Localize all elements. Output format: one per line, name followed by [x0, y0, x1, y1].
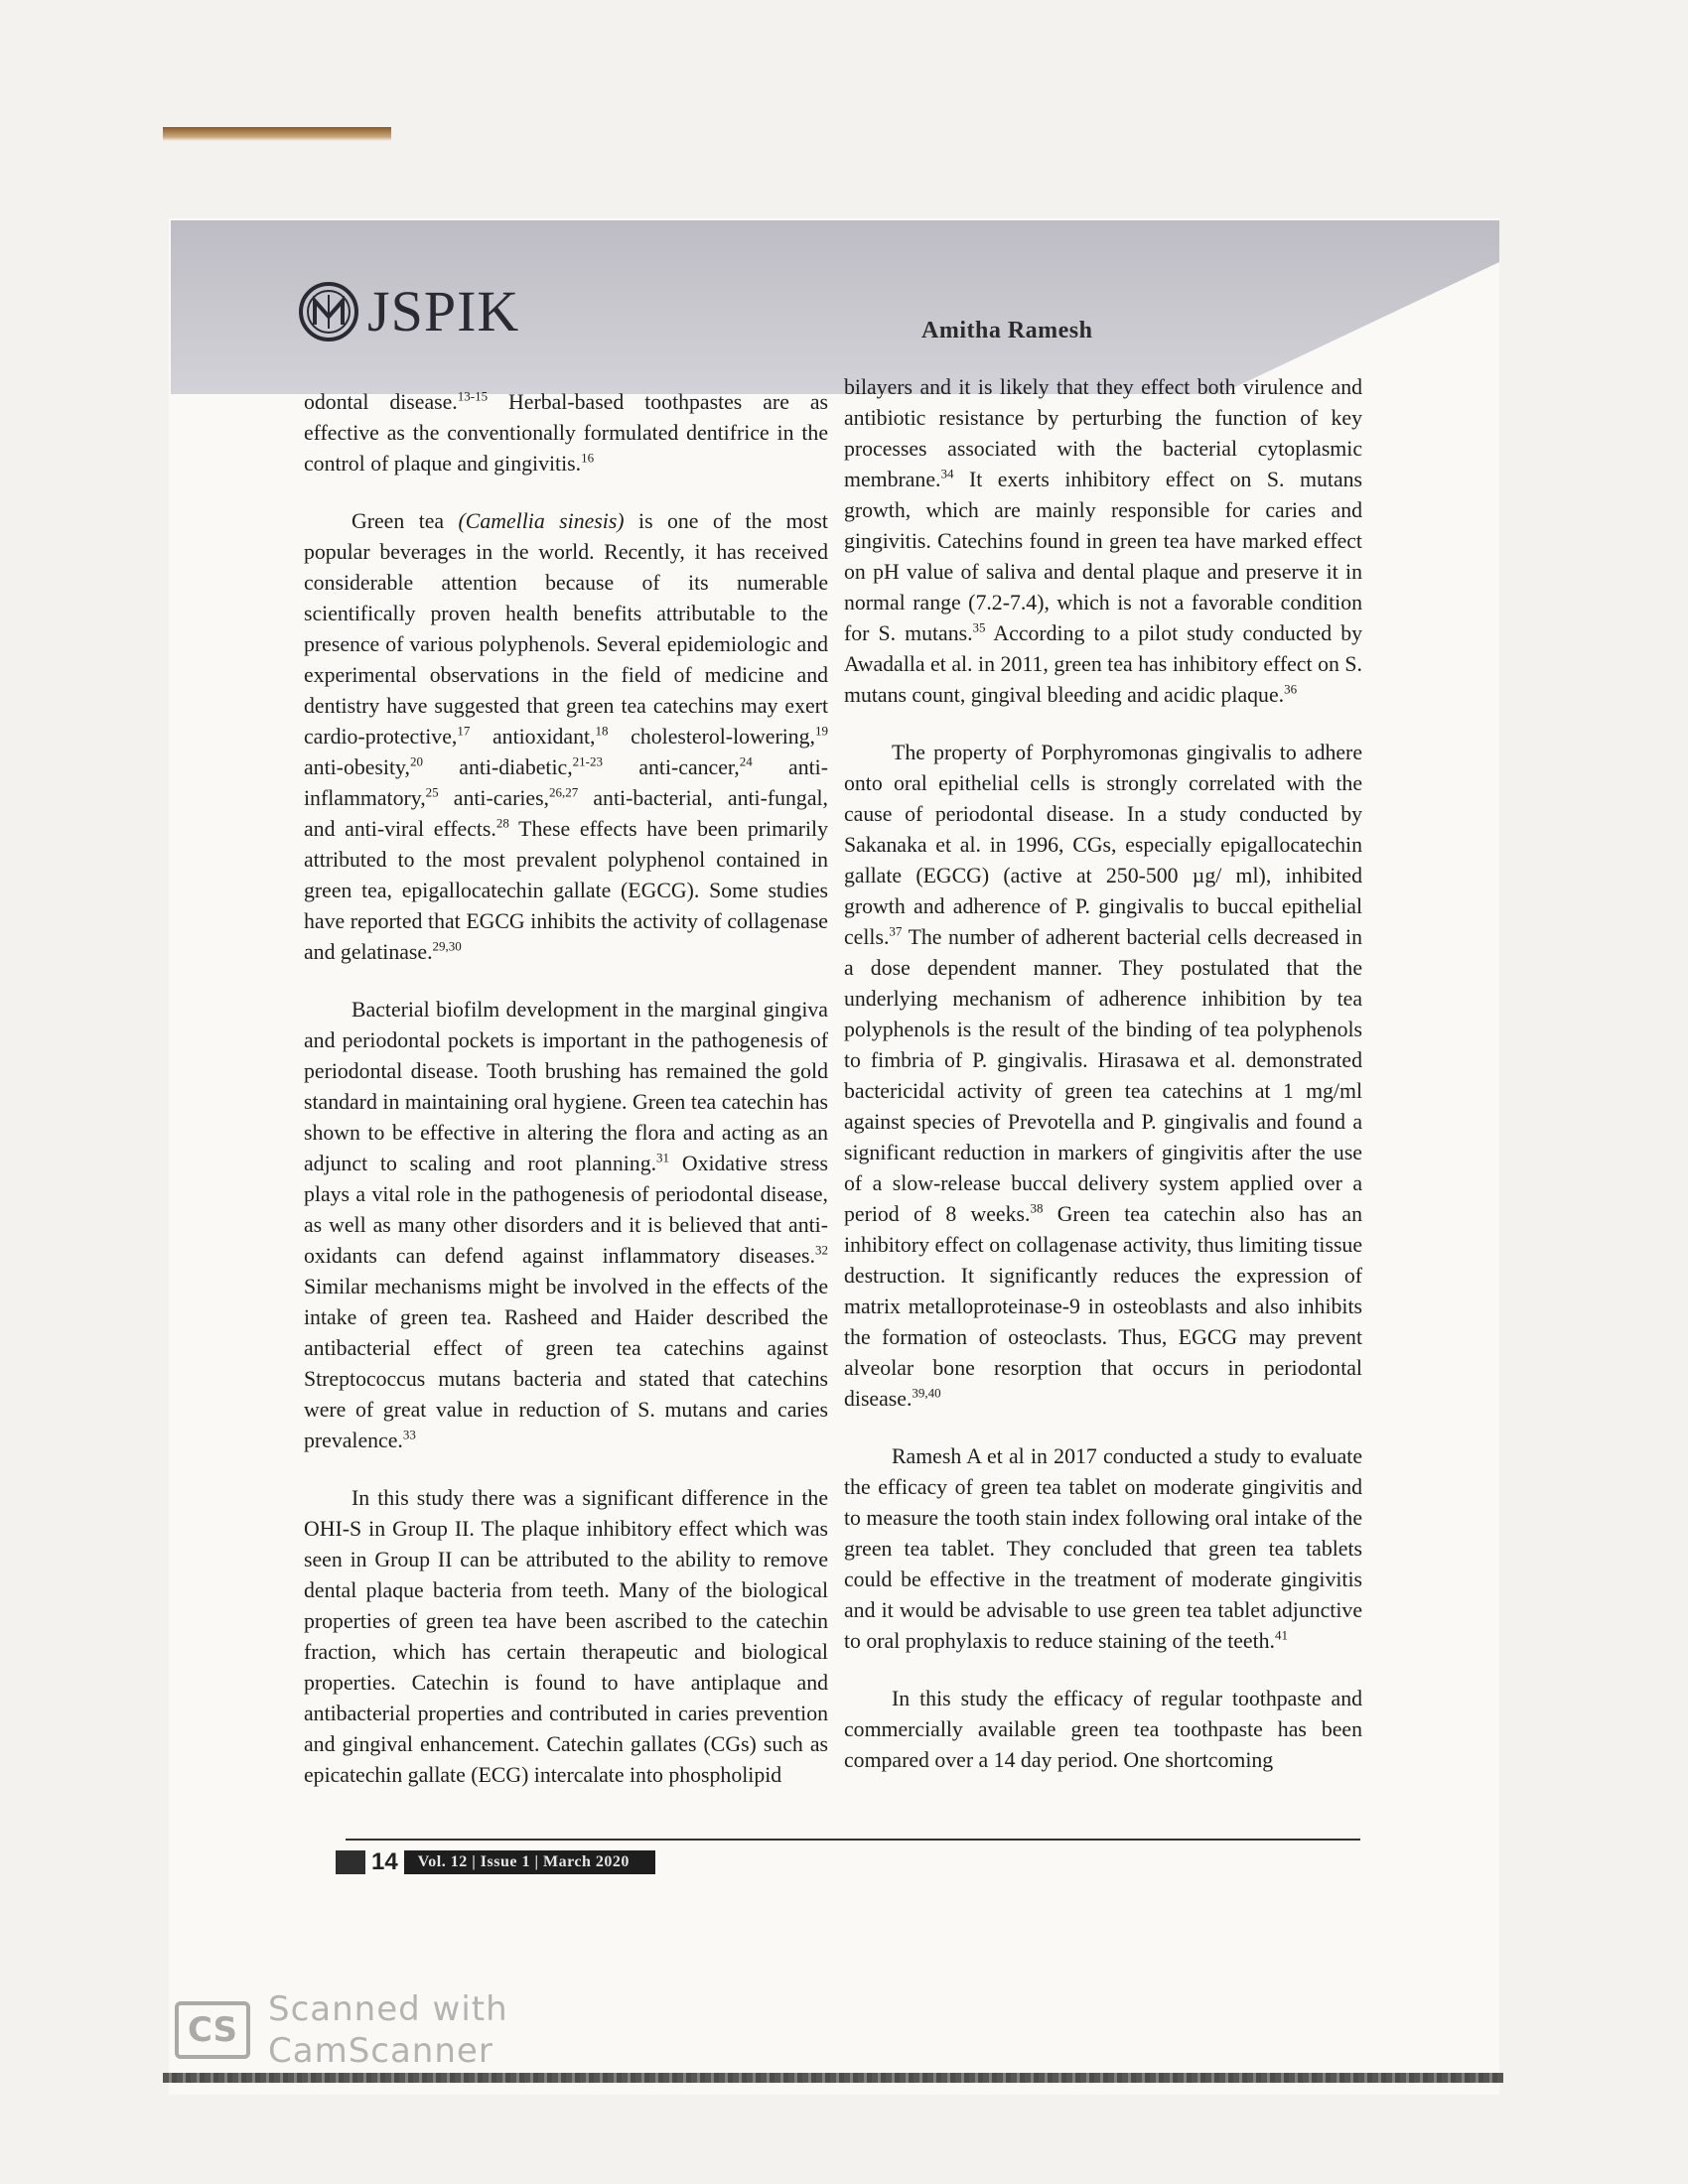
paragraph: bilayers and it is likely that they effect both virulence and antibiotic resistance by perturbing the function of key processes associated with the bacterial cytoplasmic membrane.$^{34}$ It exerts inhibitory effect on S. mutans growth, which are mainly responsible for caries and gingivitis. Catechins found in green tea have marked effect on pH value of saliva and dental plaque and preserve it in normal range (7.2-7.4), which is not a favorable condition for S. mutans.$^{35}$ According to a pilot study conducted by Awadalla et al. in 2011, green tea has inhibitory effect on S. mutans count, gingival bleeding and acidic plaque.$^{36}$ [844, 375, 1362, 707]
camscanner-watermark [175, 1988, 508, 2072]
watermark-line: Scanned with [268, 1989, 508, 2029]
scan-edge-top [163, 127, 391, 141]
footer-rule [346, 1839, 1360, 1841]
left-column [304, 387, 828, 1818]
issue-label: Vol. 12 | Issue 1 | March 2020 [404, 1850, 655, 1874]
paragraph: The property of Porphyromonas gingivalis to adhere onto oral epithelial cells is strongly correlated with the cause of periodontal disease. In a study conducted by Sakanaka et al. in 1996, CGs, especially epigallocatechin gallate (EGCG) (active at 250-500 µg/ ml), inhibited growth and adherence of P. gingivalis to buccal epithelial cells.$^{37}$ The number of adherent bacterial cells decreased in a dose dependent manner. They postulated that the underlying mechanism of adherence inhibition by tea polyphenols is the result of the binding of tea polyphenols to fimbria of P. gingivalis. Hirasawa et al. demonstrated bactericidal activity of green tea catechins at 1 mg/ml against species of Prevotella and P. gingivalis and found a significant reduction in markers of gingivitis after the use of a slow-release buccal delivery system applied over a period of 8 weeks.$^{38}$ Green tea catechin also has an inhibitory effect on collagenase activity, thus limiting tissue destruction. It significantly reduces the expression of matrix metalloproteinase-9 in osteoblasts and also inhibits the formation of osteoclasts. Thus, EGCG may prevent alveolar bone resorption that occurs in periodontal disease.$^{39,40}$ [844, 741, 1362, 1411]
watermark-line: CamScanner [268, 2031, 493, 2071]
journal-emblem-icon [298, 281, 359, 342]
author-name: Amitha Ramesh [921, 318, 1093, 343]
footer-tab [336, 1850, 365, 1874]
journal-logo [298, 281, 519, 342]
paragraph: Bacterial biofilm development in the marginal gingiva and periodontal pockets is important in the pathogenesis of periodontal disease. Tooth brushing has remained the gold standard in maintaining oral hygiene. Green tea catechin has shown to be effective in altering the flora and acting as an adjunct to scaling and root planning.$^{31}$ Oxidative stress plays a vital role in the pathogenesis of periodontal disease, as well as many other disorders and it is believed that antioxidants can defend against inflammatory diseases.$^{32}$ Similar mechanisms might be involved in the effects of the intake of green tea. Rasheed and Haider described the antibacterial effect of green tea catechins against Streptococcus mutans bacteria and stated that catechins were of great value in reduction of S. mutans and caries prevalence.$^{33}$ [304, 998, 828, 1452]
paragraph: In this study the efficacy of regular toothpaste and commercially available green tea toothpaste has been compared over a 14 day period. One shortcoming [844, 1687, 1362, 1772]
paragraph: Green tea (Camellia sinesis) is one of the most popular beverages in the world. Recently, it has received considerable attention because of its numerable scientifically proven health benefits attributable to the presence of various polyphenols. Several epidemiologic and experimental observations in the field of medicine and dentistry have suggested that green tea catechins may exert cardio-protective,$^{17}$ antioxidant,$^{18}$ cholesterol-lowering,$^{19}$ anti-obesity,$^{20}$ anti-diabetic,$^{21-23}$ anti-cancer,$^{24}$ anti-inflammatory,$^{25}$ anti-caries,$^{26,27}$ anti-bacterial, anti-fungal, and anti-viral effects.$^{28}$ These effects have been primarily attributed to the most prevalent polyphenol contained in green tea, epigallocatechin gallate (EGCG). Some studies have reported that EGCG inhibits the activity of collagenase and gelatinase.$^{29,30}$ [304, 509, 829, 964]
paragraph: odontal disease.$^{13-15}$ Herbal-based toothpastes are as effective as the conventionally formulated dentifrice in the control of plaque and gingivitis.$^{16}$ [304, 388, 828, 476]
paragraph: Ramesh A et al in 2017 conducted a study to evaluate the efficacy of green tea tablet on moderate gingivitis and to measure the tooth stain index following oral intake of the green tea tablet. They concluded that green tea tablets could be effective in the treatment of moderate gingivitis and it would be advisable to use green tea tablet adjunctive to oral prophylaxis to reduce staining of the teeth.$^{41}$ [844, 1444, 1362, 1653]
journal-name: JSPIK [367, 279, 520, 343]
paragraph: In this study there was a significant difference in the OHI-S in Group II. The plaque inhibitory effect which was seen in Group II can be attributed to the ability to remove dental plaque bacteria from teeth. Many of the biological properties of green tea have been ascribed to the catechin fraction, which has certain therapeutic and biological properties. Catechin is found to have antiplaque and antibacterial properties and contributed in caries prevention and gingival enhancement. Catechin gallates (CGs) such as epicatechin gallate (ECG) intercalate into phospholipid [304, 1486, 828, 1787]
watermark-text-block [268, 1988, 508, 2072]
page-number: 14 [371, 1848, 398, 1875]
right-column [844, 372, 1362, 1803]
camscanner-logo-icon: CS [175, 2001, 250, 2059]
page-footer [336, 1848, 655, 1876]
scan-edge-bottom [163, 2073, 1503, 2083]
